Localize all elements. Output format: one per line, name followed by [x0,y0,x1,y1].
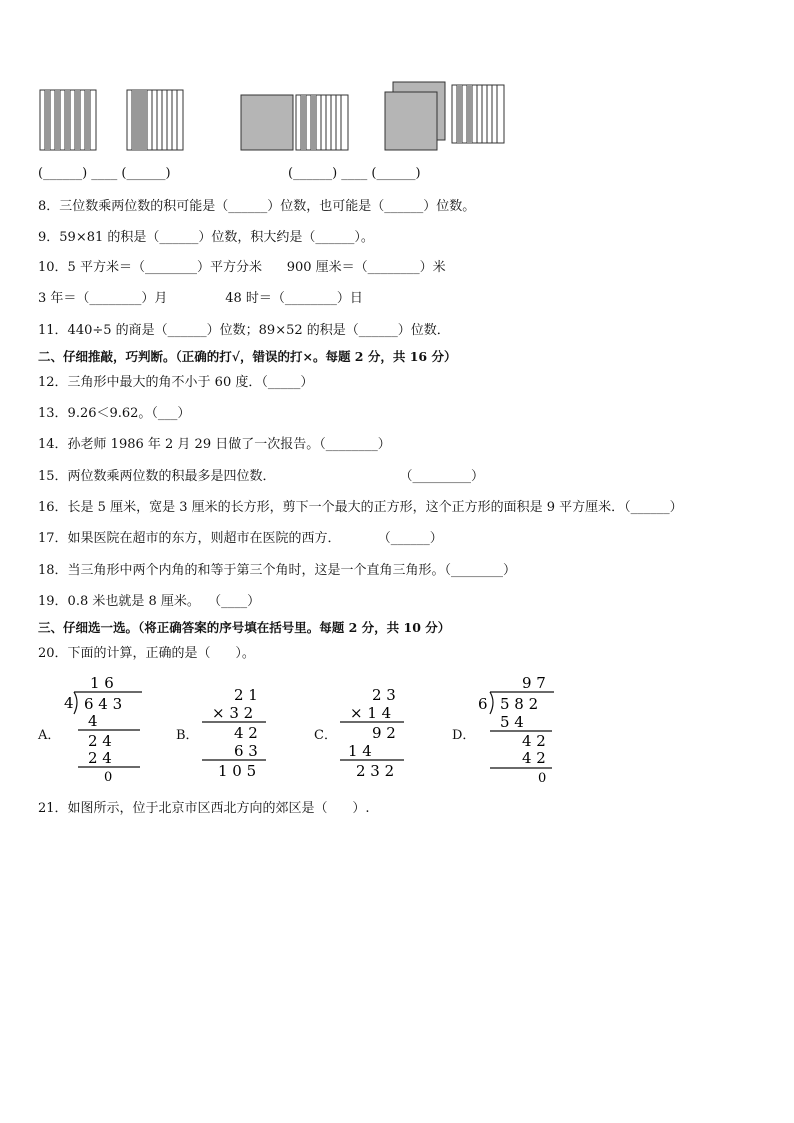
question-13: 13．9.26＜9.62。（___） [38,406,191,421]
figure-answer-blanks-2[interactable]: (______) ____ (______) [288,166,421,181]
option-a-label: A． [38,728,61,743]
option-b-calculation [196,684,270,784]
question-21: 21．如图所示，位于北京市区西北方向的郊区是（ ）. [38,801,370,816]
d-step-3: 4 2 [522,749,546,767]
question-11: 11．440÷5 的商是（______）位数；89×52 的积是（______）位数． [38,323,450,338]
a-dividend: 6 4 3 [84,695,123,713]
question-9: 9．59×81 的积是（______）位数，积大约是（______）。 [38,230,374,245]
c-result: 2 3 2 [356,762,395,780]
option-c-label: C． [314,728,337,743]
b-partial-2: 6 3 [234,742,258,760]
question-10a: 10．5 平方米＝（________）平方分米 900 厘米＝（________）米 [38,260,446,275]
figure-striped-1 [40,90,96,150]
option-a-calculation [62,674,144,786]
question-12: 12．三角形中最大的角不小于 60 度．（_____） [38,375,314,390]
a-step-1: 4 [88,712,98,730]
a-step-2: 2 4 [88,732,112,750]
d-remainder: 0 [538,771,547,786]
b-partial-1: 4 2 [234,724,258,742]
c-partial-1: 9 2 [372,724,396,742]
figure-striped-2 [127,90,183,150]
question-15: 15．两位数乘两位数的积最多是四位数． （_________） [38,469,485,484]
a-divisor: 4 [64,694,74,712]
option-b-label: B． [176,728,199,743]
fraction-figures [0,78,794,158]
question-8: 8．三位数乘两位数的积可能是（______）位数，也可能是（______）位数。 [38,199,476,214]
question-16: 16．长是 5 厘米，宽是 3 厘米的长方形，剪下一个最大的正方形，这个正方形的面积是 9 平方厘米．（______） [38,500,683,515]
question-18: 18．当三角形中两个内角的和等于第三个角时，这是一个直角三角形。（________） [38,563,517,578]
b-multiplier: × 3 2 [212,704,254,722]
b-result: 1 0 5 [218,762,257,780]
section-2-heading: 二、仔细推敲，巧判断。（正确的打√，错误的打×。每题 2 分，共 16 分） [38,349,457,364]
d-step-2: 4 2 [522,732,546,750]
d-divisor: 6 [478,695,488,713]
section-3-heading: 三、仔细选一选。（将正确答案的序号填在括号里。每题 2 分，共 10 分） [38,620,451,635]
question-10b: 3 年＝（________）月 48 时＝（________）日 [38,291,363,306]
c-top: 2 3 [372,686,396,704]
question-19: 19．0.8 米也就是 8 厘米。 （____） [38,594,261,609]
option-c-calculation [334,684,408,784]
d-dividend: 5 8 2 [500,695,539,713]
figure-square-striped [241,95,348,150]
c-multiplier: × 1 4 [350,704,392,722]
a-step-3: 2 4 [88,749,112,767]
option-d-calculation [476,674,558,786]
c-partial-2: 1 4 [348,742,372,760]
question-14: 14．孙老师 1986 年 2 月 29 日做了一次报告。（________） [38,437,391,452]
figure-overlap-squares [385,82,504,150]
question-20: 20．下面的计算，正确的是（ ）。 [38,646,255,661]
question-17: 17．如果医院在超市的东方，则超市在医院的西方． （______） [38,531,443,546]
option-d-label: D． [452,728,476,743]
d-quotient: 9 7 [522,674,546,692]
a-quotient: 1 6 [90,674,114,692]
d-step-1: 5 4 [500,713,524,731]
b-top: 2 1 [234,686,258,704]
a-remainder: 0 [104,770,113,785]
figure-answer-blanks-1[interactable]: (______) ____ (______) [38,166,171,181]
